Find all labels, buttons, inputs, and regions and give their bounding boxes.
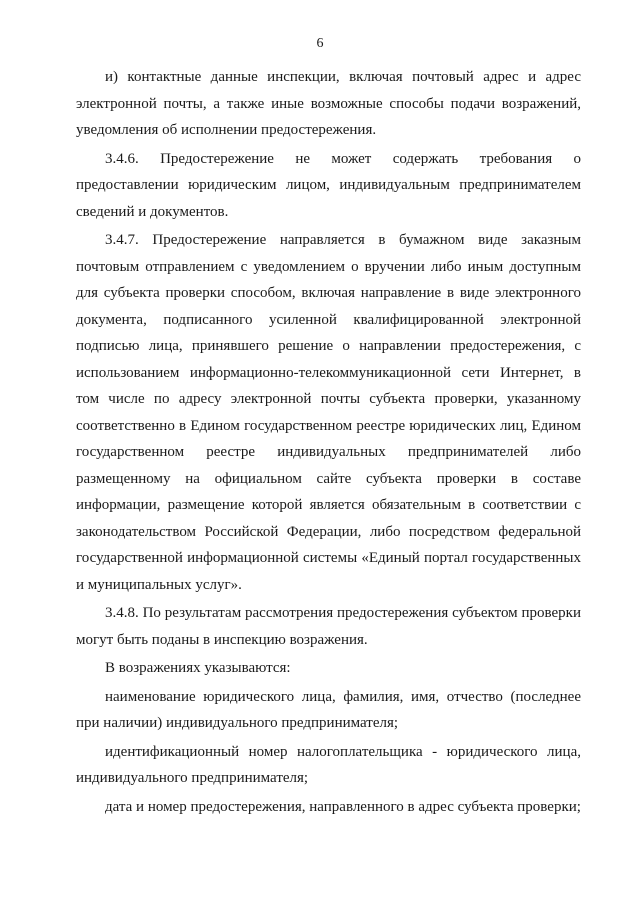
- paragraph-objection-name: наименование юридического лица, фамилия, имя, отчество (последнее при наличии) индивидуального предпринимателя;: [76, 688, 581, 731]
- paragraph-objection-inn: идентификационный номер налогоплательщика - юридического лица, индивидуального предпринимателя;: [76, 743, 581, 786]
- paragraph-3-4-7: 3.4.7. Предостережение направляется в бумажном виде заказным почтовым отправлением с уведомлением о вручении либо иным доступным для субъекта проверки способом, включая направление в виде электронного документа, подписанного усиленной квалифицированной электронной подписью лица, принявшего решение о направлении предостережения, с использованием информационно-телекоммуникационной сети Интернет, в том числе по адресу электронной почты субъекта проверки, указанному соответственно в Едином государственном реестре юридических лиц, Едином государственном реестре индивидуальных предпринимателей либо размещенному на официальном сайте субъекта проверки в составе информации, размещение которой является обязательным в соответствии с законодательством Российской Федерации, либо посредством федеральной государственной информационной системы «Единый портал государственных и муниципальных услуг».: [76, 232, 581, 593]
- document-body: [76, 64, 581, 822]
- paragraph-contact-details: и) контактные данные инспекции, включая почтовый адрес и адрес электронной почты, а также иные возможные способы подачи возражений, уведомления об исполнении предостережения.: [76, 69, 581, 138]
- paragraph-3-4-6: 3.4.6. Предостережение не может содержать требования о предоставлении юридическим лицом, индивидуальным предпринимателем сведений и документов.: [76, 150, 581, 220]
- paragraph-objection-date-number: дата и номер предостережения, направленного в адрес субъекта проверки;: [105, 798, 581, 815]
- paragraph-3-4-8: 3.4.8. По результатам рассмотрения предостережения субъектом проверки могут быть поданы в инспекцию возражения.: [76, 605, 581, 648]
- page-number: 6: [316, 36, 324, 51]
- paragraph-objections-intro: В возражениях указываются:: [105, 660, 291, 676]
